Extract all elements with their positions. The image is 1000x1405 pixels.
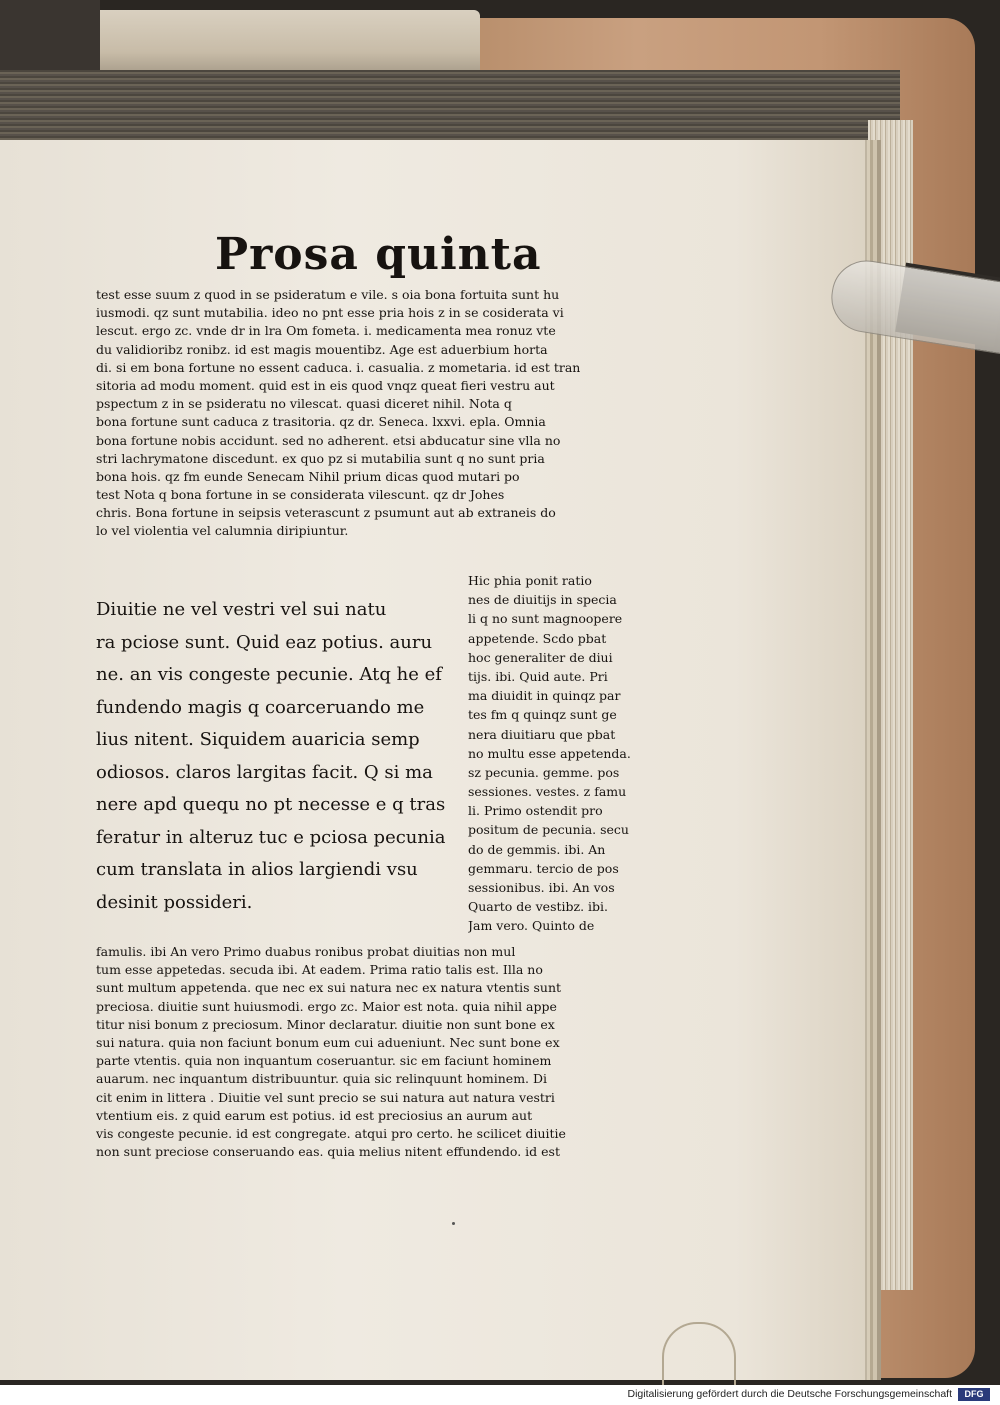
text-line: preciosa. diuitie sunt huiusmodi. ergo zc. Maior est nota. quia nihil appe — [96, 998, 557, 1014]
text-line: feratur in alteruz tuc e pciosa pecunia — [96, 826, 446, 848]
text-line: Diuitie ne vel vestri vel sui natu — [96, 599, 387, 620]
text-line: li q no sunt magnoopere — [468, 611, 623, 627]
text-line: lius nitent. Siquidem auaricia semp — [96, 729, 420, 750]
text-line: test esse suum z quod in se psideratum e vile. s oia bona fortuita sunt hu — [96, 287, 560, 302]
top-commentary — [96, 286, 676, 541]
text-line: tes fm q quinqz sunt ge — [468, 707, 617, 723]
text-line: do de gemmis. ibi. An — [468, 841, 606, 857]
text-line: non sunt preciose conseruando eas. quia melius nitent effundendo. id est — [96, 1144, 560, 1160]
text-line: li. Primo ostendit pro — [468, 803, 603, 819]
ink-dot — [452, 1222, 455, 1225]
text-line: sz pecunia. gemme. pos — [468, 764, 620, 780]
text-line: vtentium eis. z quid earum est potius. id est preciosius an aurum aut — [96, 1107, 533, 1123]
text-line: bona fortune sunt caduca z trasitoria. qz dr. Seneca. lxxvi. epla. Omnia — [96, 414, 546, 430]
text-line: famulis. ibi An vero Primo duabus ronibus probat diuitias non mul — [96, 944, 516, 959]
text-line: pspectum z in se psideratu no vilescat. quasi diceret nihil. Nota q — [96, 396, 512, 412]
text-line: ma diuidit in quinqz par — [468, 688, 621, 704]
text-line: odiosos. claros largitas facit. Q si ma — [96, 761, 433, 783]
text-line: tijs. ibi. Quid aute. Pri — [468, 668, 608, 684]
text-line: auarum. nec inquantum distribuuntur. quia sic relinquunt hominem. Di — [96, 1071, 548, 1087]
text-line: cum translata in alios largiendi vsu — [96, 859, 418, 880]
page-stack — [0, 70, 900, 150]
text-line: nes de diuitijs in specia — [468, 592, 617, 608]
text-line: bona hois. qz fm eunde Senecam Nihil prium dicas quod mutari po — [96, 468, 520, 484]
text-line: chris. Bona fortune in seipsis veterascunt z psumunt aut ab extraneis do — [96, 505, 556, 521]
text-line: fundendo magis q coarceruando me — [96, 696, 425, 718]
text-line: hoc generaliter de diui — [468, 649, 613, 665]
page-heading: Prosa quinta — [215, 229, 542, 280]
text-line: sitoria ad modu moment. quid est in eis quod vnqz queat fieri vestru aut — [96, 377, 555, 393]
bottom-commentary — [96, 943, 661, 1161]
text-line: nera diuitiaru que pbat — [468, 726, 616, 742]
main-text — [96, 594, 466, 919]
dfg-logo: DFG — [958, 1388, 990, 1401]
text-line: ra pciose sunt. Quid eaz potius. auru — [96, 631, 433, 653]
text-line: positum de pecunia. secu — [468, 822, 629, 838]
text-line: Jam vero. Quinto de — [468, 918, 595, 934]
text-line: bona fortune nobis accidunt. sed no adherent. etsi abducatur sine vlla no — [96, 432, 561, 448]
text-line: sui natura. quia non faciunt bonum eum cui adueniunt. Nec sunt bone ex — [96, 1034, 560, 1050]
text-line: desinit possideri. — [96, 891, 253, 913]
text-line: stri lachrymatone discedunt. ex quo pz si mutabilia sunt q no sunt pria — [96, 450, 545, 466]
text-line: Quarto de vestibz. ibi. — [468, 899, 609, 915]
side-commentary — [468, 571, 676, 936]
text-line: sunt multum appetenda. que nec ex sui natura nec ex natura vtentis sunt — [96, 980, 562, 996]
text-line: gemmaru. tercio de pos — [468, 860, 619, 876]
text-line: tum esse appetedas. secuda ibi. At eadem. Prima ratio talis est. Illa no — [96, 962, 543, 978]
text-line: appetende. Scdo pbat — [468, 630, 607, 646]
text-line: lo vel violentia vel calumnia diripiuntur. — [96, 523, 349, 539]
text-line: lescut. ergo zc. vnde dr in lra Om fometa. i. medicamenta mea ronuz vte — [96, 323, 556, 339]
text-line: sessionibus. ibi. An vos — [468, 880, 615, 895]
text-line: titur nisi bonum z preciosum. Minor declaratur. diuitie non sunt bone ex — [96, 1016, 555, 1032]
text-line: ne. an vis congeste pecunie. Atq he ef — [96, 664, 442, 685]
footer-credit: Digitalisierung gefördert durch die Deutsche Forschungsgemeinschaft — [627, 1388, 952, 1400]
text-line: iusmodi. qz sunt mutabilia. ideo no pnt esse pria hois z in se cosiderata vi — [96, 305, 564, 321]
text-line: no multu esse appetenda. — [468, 745, 631, 761]
text-line: nere apd quequ no pt necesse e q tras — [96, 794, 446, 815]
text-line: vis congeste pecunie. id est congregate. atqui pro certo. he scilicet diuitie — [96, 1125, 566, 1141]
text-line: test Nota q bona fortune in se considerata vilescunt. qz dr Johes — [96, 487, 505, 503]
text-line: sessiones. vestes. z famu — [468, 784, 627, 800]
footer-bar — [0, 1385, 1000, 1405]
text-line: cit enim in littera . Diuitie vel sunt precio se sui natura aut natura vestri — [96, 1089, 555, 1105]
text-line: Hic phia ponit ratio — [468, 573, 592, 588]
page-notch — [662, 1322, 736, 1385]
text-line: di. si em bona fortune no essent caduca. i. casualia. z mometaria. id est tran — [96, 359, 581, 375]
text-line: parte vtentis. quia non inquantum coseruantur. sic em faciunt hominem — [96, 1053, 552, 1069]
text-line: du validioribz ronibz. id est magis mouentibz. Age est aduerbium horta — [96, 341, 548, 357]
